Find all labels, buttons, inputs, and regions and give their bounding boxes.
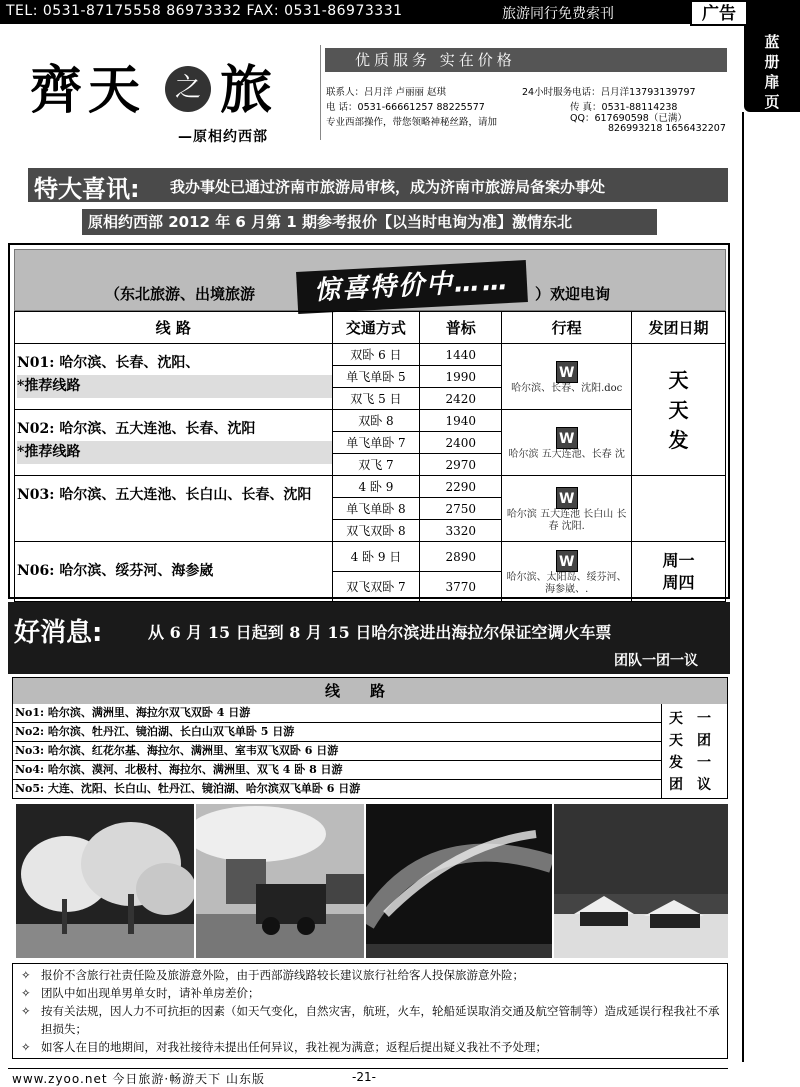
hotline: 24小时服务电话：吕月洋13793139797	[522, 87, 696, 98]
announcement-banner	[28, 168, 728, 202]
note-text: 报价不含旅行社责任险及旅游意外险，由于西部游线路较长建议旅行社给客人投保旅游意外险；	[41, 968, 524, 982]
divider	[661, 704, 662, 799]
price: 1990	[420, 366, 502, 388]
transport-mode: 4 卧 9 日	[332, 542, 420, 572]
photo-strip	[12, 804, 728, 960]
price: 2400	[420, 432, 502, 454]
logo-circle: 之	[165, 66, 211, 112]
service-bar: 优质服务 实在价格	[325, 48, 727, 72]
side-tab-char: 扉	[764, 73, 780, 91]
route-list-item: No2: 哈尔滨、牡丹江、镜泊湖、长白山双飞单卧 5 日游	[13, 723, 661, 742]
itinerary-doc[interactable]	[502, 410, 632, 476]
photo-train	[196, 804, 364, 958]
route-n03	[15, 476, 333, 542]
photo-frost-trees	[16, 804, 194, 958]
bullet-icon: ✧	[21, 1004, 31, 1018]
route-n01	[15, 344, 333, 410]
announcement-text: 我办事处已通过济南市旅游局审核，成为济南市旅游局备案办事处	[170, 178, 606, 196]
price: 2750	[420, 498, 502, 520]
route-n06	[15, 542, 333, 602]
price: 2970	[420, 454, 502, 476]
route-n02	[15, 410, 333, 476]
photo-snow-village	[554, 804, 728, 958]
transport-mode: 双卧 6 日	[332, 344, 420, 366]
doc-name: 哈尔滨 五大连池、长春 沈	[508, 448, 625, 460]
depart-empty	[632, 476, 726, 542]
depart-day: 周一	[662, 550, 695, 570]
depart-char: 发	[668, 427, 689, 452]
price: 3770	[420, 572, 502, 602]
doc-name: 哈尔滨、太阳岛、绥芬河、海参崴、.	[506, 571, 627, 595]
th-itinerary: 行程	[502, 312, 632, 344]
service-note: 专业西部操作，带您领略神秘丝路，请加	[326, 117, 498, 128]
side-tab-char: 蓝	[764, 33, 780, 51]
route-price-box	[8, 243, 730, 599]
footer-rule	[8, 1068, 728, 1069]
depart-char: 天	[668, 367, 689, 392]
word-doc-icon[interactable]: W	[556, 361, 578, 383]
photo-frost-trees-image	[16, 804, 194, 958]
route-list-item: No1: 哈尔滨、满洲里、海拉尔双飞双卧 4 日游	[13, 704, 661, 723]
top-contact-bar	[0, 0, 800, 24]
photo-train-image	[196, 804, 364, 958]
price: 2290	[420, 476, 502, 498]
transport-mode: 双飞双卧 7	[332, 572, 420, 602]
price: 3320	[420, 520, 502, 542]
itinerary-doc[interactable]	[502, 542, 632, 602]
page-frame-line	[742, 112, 744, 1062]
side-tab	[744, 24, 800, 112]
divider	[320, 45, 321, 140]
transport-mode: 双飞 7	[332, 454, 420, 476]
slogan: 旅游同行免费索刊	[502, 6, 614, 22]
price: 1940	[420, 410, 502, 432]
footer-url[interactable]: www.zyoo.net 今日旅游·畅游天下 山东版	[12, 1072, 265, 1086]
bullet-icon: ✧	[21, 1040, 31, 1054]
route-list-header: 线路	[13, 678, 727, 704]
note-item	[19, 1038, 721, 1056]
side-tab-char: 册	[764, 53, 780, 71]
fax: 传 真：0531-88114238	[570, 102, 678, 113]
transport-mode: 4 卧 9	[332, 476, 420, 498]
hot-call-left: （东北旅游、出境旅游	[105, 285, 256, 303]
hot-call-right: ）欢迎电询	[535, 285, 611, 303]
bullet-icon: ✧	[21, 968, 31, 982]
recommend-tag: *推荐线路	[17, 375, 332, 398]
note-item	[19, 984, 721, 1002]
depart-weekly	[632, 542, 726, 602]
hot-header	[14, 249, 726, 311]
note-text: 如客人在目的地期间，对我社接待未提出任何异议，我社视为满意；返程后提出疑义我社不予处理；	[41, 1040, 547, 1054]
qq-more: 826993218 1656432207	[608, 123, 726, 134]
price: 2890	[420, 542, 502, 572]
page-number: -21-	[352, 1070, 376, 1084]
price: 1440	[420, 344, 502, 366]
route-name: N06: 哈尔滨、绥芬河、海参崴	[17, 563, 214, 579]
team-negotiable: 团队一团一议	[614, 653, 698, 669]
photo-aurora	[366, 804, 552, 958]
transport-mode: 双卧 8	[332, 410, 420, 432]
recommend-tag: *推荐线路	[17, 441, 332, 464]
footer	[0, 1068, 800, 1087]
good-news-title: 好消息:	[14, 618, 103, 648]
good-news-text: 从 6 月 15 日起到 8 月 15 日哈尔滨进出海拉尔保证空调火车票	[148, 623, 612, 642]
word-doc-icon[interactable]: W	[556, 427, 578, 449]
route-name: N02: 哈尔滨、五大连池、长春、沈阳	[17, 421, 256, 437]
price-banner: 原相约西部 2012 年 6 月第 1 期参考报价【以当时电询为准】激情东北	[82, 209, 657, 235]
note-item	[19, 1002, 721, 1038]
phone: 电 话：0531-66661257 88225577	[326, 102, 485, 113]
photo-snow-village-image	[554, 804, 728, 958]
announcement-title: 特大喜讯:	[34, 175, 140, 203]
doc-name: 哈尔滨、长春、沈阳.doc	[511, 382, 623, 394]
good-news-banner	[8, 602, 730, 674]
route-name: N03: 哈尔滨、五大连池、长白山、长春、沈阳	[17, 487, 312, 503]
depart-day: 周四	[662, 572, 695, 592]
contact-line: TEL: 0531-87175558 86973332 FAX: 0531-86973331	[6, 3, 403, 19]
route-list-item: No5: 大连、沈阳、长白山、牡丹江、镜泊湖、哈尔滨双飞单卧 6 日游	[15, 782, 361, 795]
route-table	[14, 311, 726, 602]
logo	[30, 48, 320, 148]
price: 2420	[420, 388, 502, 410]
th-transport: 交通方式	[332, 312, 420, 344]
word-doc-icon[interactable]: W	[556, 487, 578, 509]
photo-aurora-image	[366, 804, 552, 958]
qq: QQ：617690598（已满）	[570, 113, 687, 124]
depart-daily	[632, 344, 726, 476]
th-route: 线 路	[15, 312, 333, 344]
itinerary-doc[interactable]	[502, 344, 632, 410]
hot-stamp: 惊喜特价中……	[296, 260, 528, 314]
contact-people: 联系人：吕月洋 卢丽丽 赵琪	[326, 87, 447, 98]
logo-subtitle: —原相约西部	[178, 129, 268, 145]
route-list-item: No4: 哈尔滨、漠河、北极村、海拉尔、满洲里、双飞 4 卧 8 日游	[13, 761, 661, 780]
doc-name: 哈尔滨 五大连池 长白山 长春 沈阳.	[506, 508, 627, 532]
ad-tag: 广告	[690, 0, 748, 26]
transport-mode: 单飞单卧 7	[332, 432, 420, 454]
route-name: N01: 哈尔滨、长春、沈阳、	[17, 355, 200, 371]
depart-char: 天	[668, 397, 689, 422]
bullet-icon: ✧	[21, 986, 31, 1000]
itinerary-doc[interactable]	[502, 476, 632, 542]
transport-mode: 双飞 5 日	[332, 388, 420, 410]
word-doc-icon[interactable]: W	[556, 550, 578, 572]
note-text: 团队中如出现单男单女时，请补单房差价；	[41, 986, 260, 1000]
notes-box	[12, 963, 728, 1059]
logo-text-right: 旅	[220, 60, 279, 121]
logo-text-left: 齊天	[30, 60, 147, 121]
note-item	[19, 966, 721, 984]
th-depart: 发团日期	[632, 312, 726, 344]
route-list-box	[12, 677, 728, 799]
note-text: 按有关法规，因人力不可抗拒的因素（如天气变化，自然灾害，航班，火车，轮船延误取消交通及航空管制等）造成延误行程我社不承担损失；	[41, 1004, 720, 1036]
th-price: 普标	[420, 312, 502, 344]
daily-departure-note: 天一天团发一团议	[669, 711, 725, 793]
transport-mode: 单飞单卧 5	[332, 366, 420, 388]
side-tab-char: 页	[764, 93, 780, 111]
route-list-item: No3: 哈尔滨、红花尔基、海拉尔、满洲里、室韦双飞双卧 6 日游	[13, 742, 661, 761]
transport-mode: 单飞单卧 8	[332, 498, 420, 520]
transport-mode: 双飞双卧 8	[332, 520, 420, 542]
